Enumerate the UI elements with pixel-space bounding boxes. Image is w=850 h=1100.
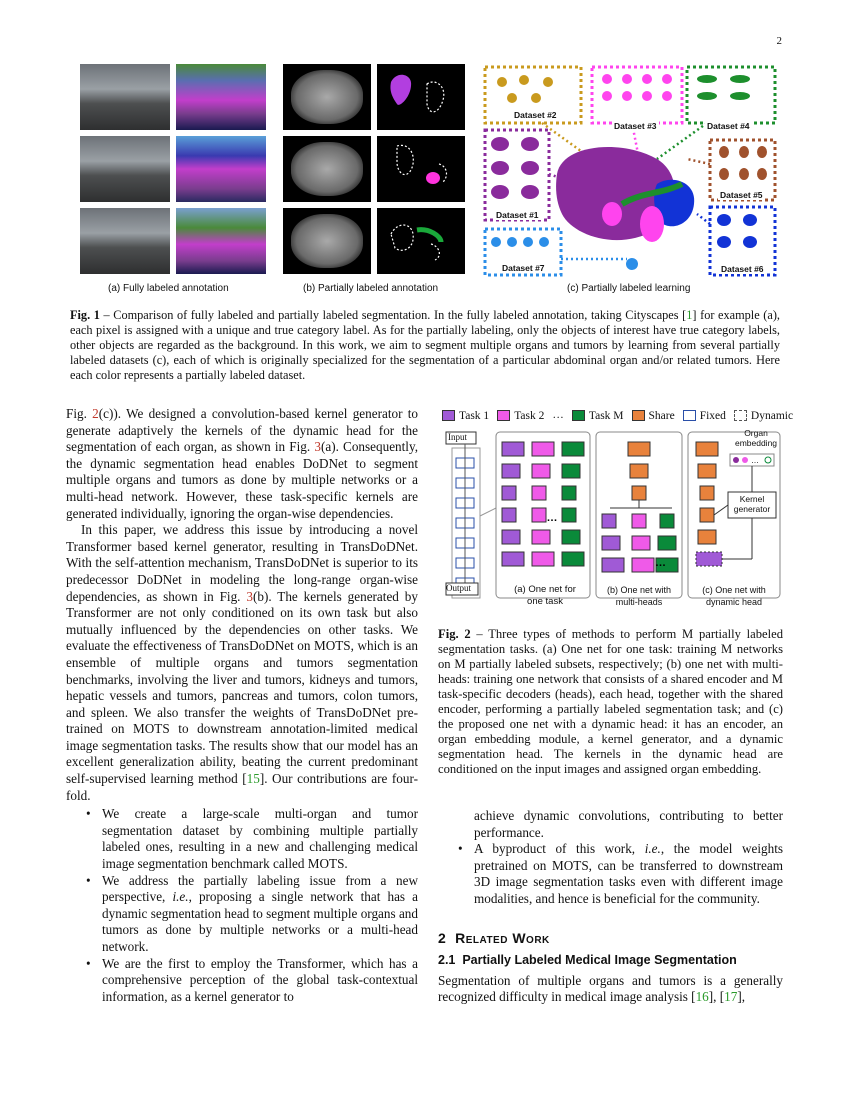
contribution-3: • We are the first to employ the Transformer, which has a comprehensive perception of the global task-contextual information, as a kernel generator to — [66, 956, 418, 1006]
legend-task2: Task 2 — [514, 409, 545, 422]
figure-1-caption — [70, 308, 780, 383]
fig1-caption-ref[interactable]: 1 — [686, 308, 693, 322]
text: In this paper, we address this issue by introducing a novel Transformer based kernel generator, resulting in TransDoDNet. With the self-attention mechanism, TransDoDNet is superior to its predecessor DoDNet in modeling the long-range organ-wise dependencies, as shown in Fig. — [66, 522, 418, 604]
text: (a). Consequently, the dynamic segmentation head enables DoDNet to segment multiple organs and tumors as done by multiple networks or a multi-head network. However, these task-specific kernels are generated individually, ignoring the organ-wise dependencies. — [66, 439, 419, 521]
fig1-caption-post: ] for example (a), each pixel is assigned with a unique and true category label. As for the partially labeling, only the objects of interest have true category labels, other objects are regarded as the background. In this work, we aim to segment multiple organs and tumors by learning from several partially labeled datasets (c), each of which is originally specialized for the segmentation of a particular abdominal organ and/or related tumors. Here each color represents a partially labeled dataset. — [70, 308, 781, 382]
related-work-paragraph — [438, 973, 783, 1006]
fig2-sub-a — [500, 584, 590, 608]
text: Segmentation of multiple organs and tumors is a generally recognized difficulty in medical image analysis [ — [438, 972, 783, 1005]
text: dynamic head — [705, 597, 763, 607]
fig-ref[interactable]: 3 — [314, 439, 321, 455]
text: Organ — [744, 428, 768, 438]
contribution-4 — [438, 841, 783, 907]
fig1-sub-b: (b) Partially labeled annotation — [303, 283, 439, 294]
dataset-3-label: Dataset #3 — [614, 121, 657, 131]
figure-2 — [438, 408, 794, 613]
citation[interactable]: 15 — [246, 771, 260, 787]
contribution-2 — [66, 873, 418, 956]
mask-3 — [377, 208, 465, 274]
paragraph-2 — [66, 522, 418, 804]
text: embedding — [734, 438, 778, 448]
fig2-caption-label: Fig. 2 — [438, 627, 471, 641]
text: ]. Our contributions are four-fold. — [66, 771, 418, 803]
text: (c) One net with — [702, 585, 766, 595]
street-seg-2 — [176, 136, 266, 202]
mask-2 — [377, 136, 465, 202]
contribution-3-continued: achieve dynamic convolutions, contributing to better performance. — [474, 808, 783, 840]
text: ], [ — [708, 989, 725, 1005]
section-number: 2 — [438, 929, 447, 946]
subsection-title: Partially Labeled Medical Image Segmentation — [462, 953, 737, 968]
fig-ref[interactable]: 3 — [246, 588, 253, 604]
text: , the model weights pretrained on MOTS, can be transferred to downstream 3D image segmentation tasks even with different image modalities, and hence is beneficial for the community. — [474, 841, 783, 906]
text: Fig. — [66, 406, 93, 421]
svg-text:…: … — [655, 557, 666, 569]
fig1-caption-label: Fig. 1 — [70, 308, 100, 322]
dataset-4-label: Dataset #4 — [707, 121, 750, 131]
street-photo-2 — [80, 136, 170, 202]
legend-share: Share — [648, 409, 675, 422]
citation[interactable]: 16 — [695, 989, 709, 1005]
svg-text:…: … — [546, 512, 558, 524]
contribution-1: • We create a large-scale multi-organ and tumor segmentation dataset by combining multiple partially labeled ones, resulting in a new and challenging medical image segmentation benchmark called MOTS. — [66, 806, 418, 872]
subsection-number: 2.1 — [438, 953, 456, 968]
dataset-6-label: Dataset #6 — [721, 264, 764, 274]
text: Kernel — [739, 494, 765, 504]
street-photo-3 — [80, 208, 170, 274]
legend-task1: Task 1 — [459, 409, 490, 422]
street-seg-1 — [176, 64, 266, 130]
fig2-legend — [442, 408, 801, 426]
right-column — [438, 808, 783, 1006]
svg-text:…: … — [751, 456, 759, 465]
fig2-output-label: Output — [446, 583, 472, 593]
section-heading — [438, 930, 783, 947]
ct-scan-3 — [283, 208, 371, 274]
text: A byproduct of this work, — [474, 841, 645, 857]
text: i.e. — [644, 841, 661, 857]
subsection-heading — [438, 952, 783, 969]
street-seg-3 — [176, 208, 266, 274]
ct-scan-2 — [283, 136, 371, 202]
dataset-7-label: Dataset #7 — [502, 263, 545, 273]
text: i.e. — [172, 889, 189, 905]
fig2-sub-b — [596, 584, 682, 608]
figure-2-caption — [438, 627, 783, 777]
figure-1 — [80, 64, 780, 299]
text: one task — [527, 596, 563, 607]
legend-dynamic: Dynamic — [750, 409, 794, 422]
fig1-caption-pre: – Comparison of fully labeled and partially labeled segmentation. In the fully labeled annotation, taking Cityscapes [ — [99, 308, 687, 322]
legend-fixed: Fixed — [699, 409, 726, 422]
citation[interactable]: 17 — [724, 989, 738, 1005]
text: (b). The kernels generated by Transformer are not only conditioned on its own task but also mutually influenced by the dependencies on other tasks. We evaluate the effectiveness of TransDoDNet on MOTS, which is an ensemble of multiple organs and tumors segmentation benchmarks, involving the liver and tumors, kidneys and tumors, hepatic vessels and tumors, pancreas and tumors, colon tumors, and spleen. We also transfer the weights of TransDoDNet pre-trained on MOTS to downstream annotation-limited medical image segmentation tasks. The results show that our model has an excellent generalization ability, beating the current predominant self-supervised learning method [ — [66, 588, 418, 787]
kernel-generator-label — [728, 494, 776, 514]
text: ], — [737, 989, 746, 1005]
text: generator — [733, 504, 771, 514]
dataset-1-label: Dataset #1 — [496, 210, 539, 220]
legend-taskm: Task M — [588, 409, 624, 422]
fig1-sub-c: (c) Partially labeled learning — [567, 283, 691, 294]
section-title: Related Work — [455, 929, 550, 946]
text: (a) One net for — [514, 584, 576, 595]
organ-embedding-label — [732, 428, 780, 448]
fig2-caption-text: – Three types of methods to perform M partially labeled segmentation tasks. (a) One net for one task: training M networks on M partially labeled subsets, respectively; (b) one net with multi-heads: training one network that consists of a shared encoder and M task-specific decoders (heads), each head, together with the shared encoder, performing a partially labeled segmentation task; and (c) the proposed one net with a dynamic head: it has an encoder, an organ embedding module, a kernel generator, and a dynamic segmentation head. The kernels in the dynamic head are conditioned on the input images and assigned organ embedding. — [438, 627, 783, 776]
page-number: 2 — [776, 35, 782, 47]
street-photo-1 — [80, 64, 170, 130]
dataset-5-label: Dataset #5 — [720, 190, 763, 200]
left-column — [66, 406, 418, 1005]
text: We address the partially labeling issue from a new perspective, — [102, 872, 418, 905]
contributions-list-cont — [438, 841, 783, 907]
mask-1 — [377, 64, 465, 130]
text: (b) One net with — [606, 585, 672, 595]
text: multi-heads — [615, 597, 663, 607]
fig2-input-label: Input — [448, 432, 467, 442]
dataset-2-label: Dataset #2 — [514, 110, 557, 120]
fig-ref[interactable]: 2 — [92, 406, 99, 421]
text: (c)). We designed a convolution-based kernel generator to generate adaptively the kernels of the dynamic head for the segmentation of each organ, as shown in Fig. — [66, 406, 419, 455]
legend-dots: ··· — [552, 412, 564, 424]
paragraph-1 — [66, 406, 418, 522]
partially-labeled-learning-panel — [482, 64, 780, 279]
text: , proposing a single network that has a dynamic segmentation head to segment multiple organs and tumors as done by multiple networks or a multi-head network. — [102, 889, 418, 954]
ct-scan-1 — [283, 64, 371, 130]
fig1-sub-a: (a) Fully labeled annotation — [108, 283, 229, 294]
contributions-list — [66, 806, 418, 1005]
fig2-sub-c — [688, 584, 780, 608]
